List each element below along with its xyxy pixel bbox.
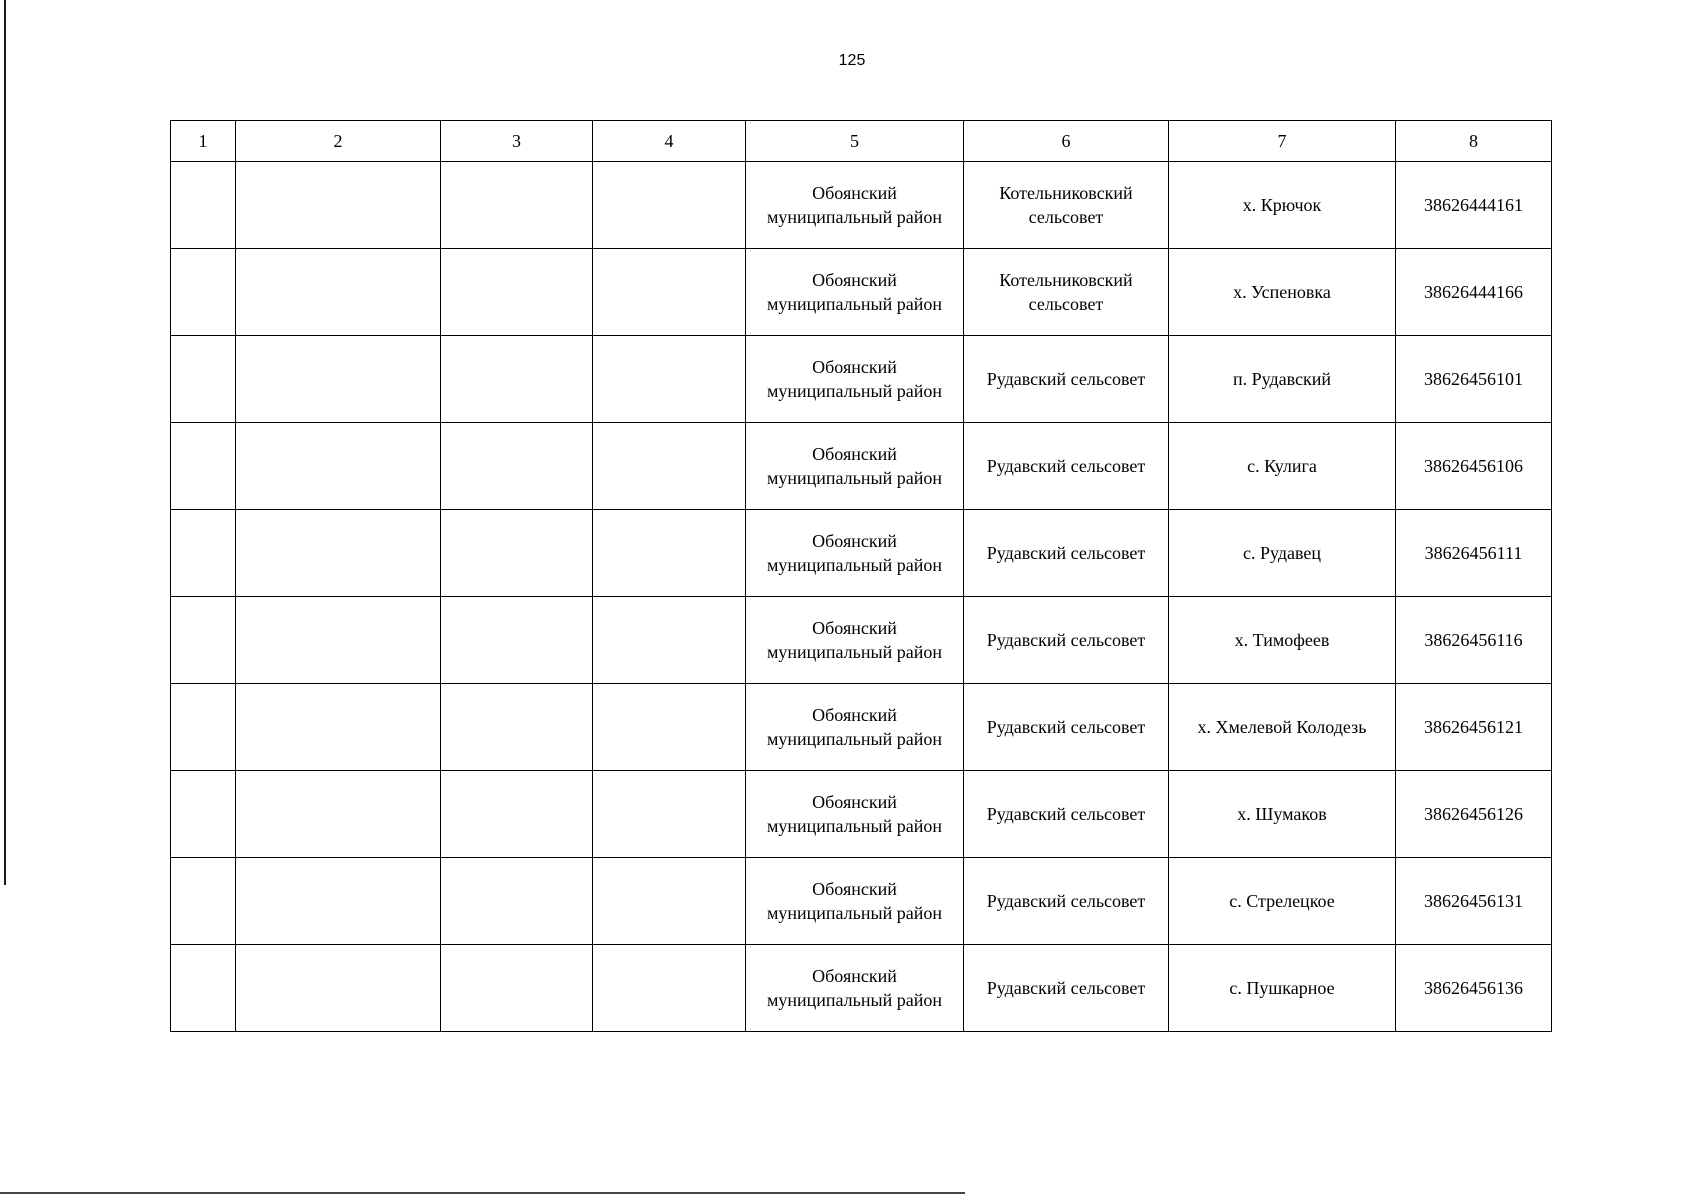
cell-col4 (593, 684, 746, 771)
cell-col1 (171, 771, 236, 858)
cell-code: 38626456136 (1396, 945, 1552, 1032)
cell-council: Рудавский сельсовет (964, 336, 1169, 423)
column-header-1: 1 (171, 121, 236, 162)
table-row (171, 423, 1552, 510)
cell-col2 (236, 423, 441, 510)
header-row (171, 121, 1552, 162)
cell-col3 (441, 771, 593, 858)
cell-district: Обоянский муниципальный район (746, 858, 964, 945)
cell-settlement: х. Хмелевой Колодезь (1169, 684, 1396, 771)
cell-settlement: х. Успеновка (1169, 249, 1396, 336)
cell-col2 (236, 249, 441, 336)
cell-col3 (441, 684, 593, 771)
cell-col1 (171, 162, 236, 249)
cell-col2 (236, 510, 441, 597)
cell-code: 38626444161 (1396, 162, 1552, 249)
column-header-5: 5 (746, 121, 964, 162)
table-row (171, 771, 1552, 858)
cell-col3 (441, 162, 593, 249)
table-row (171, 684, 1552, 771)
cell-code: 38626444166 (1396, 249, 1552, 336)
settlements-table (170, 120, 1552, 1032)
cell-col1 (171, 510, 236, 597)
cell-council: Рудавский сельсовет (964, 858, 1169, 945)
cell-code: 38626456126 (1396, 771, 1552, 858)
column-header-4: 4 (593, 121, 746, 162)
cell-col4 (593, 510, 746, 597)
cell-col3 (441, 858, 593, 945)
cell-col2 (236, 945, 441, 1032)
cell-district: Обоянский муниципальный район (746, 510, 964, 597)
cell-code: 38626456121 (1396, 684, 1552, 771)
column-header-7: 7 (1169, 121, 1396, 162)
cell-settlement: с. Пушкарное (1169, 945, 1396, 1032)
cell-col3 (441, 945, 593, 1032)
cell-col3 (441, 510, 593, 597)
cell-council: Рудавский сельсовет (964, 597, 1169, 684)
cell-col2 (236, 336, 441, 423)
cell-col4 (593, 771, 746, 858)
cell-settlement: с. Кулига (1169, 423, 1396, 510)
page-number: 125 (838, 52, 866, 69)
table-row (171, 858, 1552, 945)
cell-col1 (171, 945, 236, 1032)
table-row (171, 945, 1552, 1032)
cell-district: Обоянский муниципальный район (746, 945, 964, 1032)
cell-col2 (236, 162, 441, 249)
cell-council: Рудавский сельсовет (964, 684, 1169, 771)
cell-council: Рудавский сельсовет (964, 510, 1169, 597)
cell-col3 (441, 423, 593, 510)
table-row (171, 249, 1552, 336)
cell-col4 (593, 858, 746, 945)
cell-settlement: х. Шумаков (1169, 771, 1396, 858)
scan-edge-left (4, 0, 6, 885)
cell-council: Рудавский сельсовет (964, 945, 1169, 1032)
cell-col3 (441, 249, 593, 336)
cell-district: Обоянский муниципальный район (746, 684, 964, 771)
table-body (171, 162, 1552, 1032)
table-row (171, 336, 1552, 423)
cell-col4 (593, 945, 746, 1032)
cell-col4 (593, 162, 746, 249)
cell-col2 (236, 858, 441, 945)
cell-col3 (441, 597, 593, 684)
cell-col4 (593, 597, 746, 684)
cell-col2 (236, 597, 441, 684)
cell-council: Рудавский сельсовет (964, 423, 1169, 510)
cell-col4 (593, 336, 746, 423)
cell-district: Обоянский муниципальный район (746, 597, 964, 684)
cell-council: Котельниковский сельсовет (964, 162, 1169, 249)
cell-settlement: с. Рудавец (1169, 510, 1396, 597)
cell-col4 (593, 423, 746, 510)
column-header-8: 8 (1396, 121, 1552, 162)
cell-col1 (171, 423, 236, 510)
cell-district: Обоянский муниципальный район (746, 771, 964, 858)
cell-col1 (171, 858, 236, 945)
cell-code: 38626456106 (1396, 423, 1552, 510)
cell-col1 (171, 249, 236, 336)
column-header-3: 3 (441, 121, 593, 162)
column-header-6: 6 (964, 121, 1169, 162)
cell-council: Котельниковский сельсовет (964, 249, 1169, 336)
cell-district: Обоянский муниципальный район (746, 162, 964, 249)
scan-edge-bottom (0, 1192, 965, 1194)
table-row (171, 162, 1552, 249)
table-header (171, 121, 1552, 162)
cell-code: 38626456116 (1396, 597, 1552, 684)
cell-council: Рудавский сельсовет (964, 771, 1169, 858)
cell-code: 38626456131 (1396, 858, 1552, 945)
cell-code: 38626456111 (1396, 510, 1552, 597)
cell-district: Обоянский муниципальный район (746, 249, 964, 336)
cell-col1 (171, 597, 236, 684)
cell-district: Обоянский муниципальный район (746, 336, 964, 423)
cell-col2 (236, 684, 441, 771)
column-header-2: 2 (236, 121, 441, 162)
cell-col3 (441, 336, 593, 423)
cell-settlement: с. Стрелецкое (1169, 858, 1396, 945)
cell-settlement: х. Крючок (1169, 162, 1396, 249)
cell-col2 (236, 771, 441, 858)
cell-code: 38626456101 (1396, 336, 1552, 423)
cell-col4 (593, 249, 746, 336)
table-row (171, 597, 1552, 684)
cell-col1 (171, 336, 236, 423)
table-row (171, 510, 1552, 597)
cell-settlement: х. Тимофеев (1169, 597, 1396, 684)
cell-district: Обоянский муниципальный район (746, 423, 964, 510)
cell-col1 (171, 684, 236, 771)
cell-settlement: п. Рудавский (1169, 336, 1396, 423)
